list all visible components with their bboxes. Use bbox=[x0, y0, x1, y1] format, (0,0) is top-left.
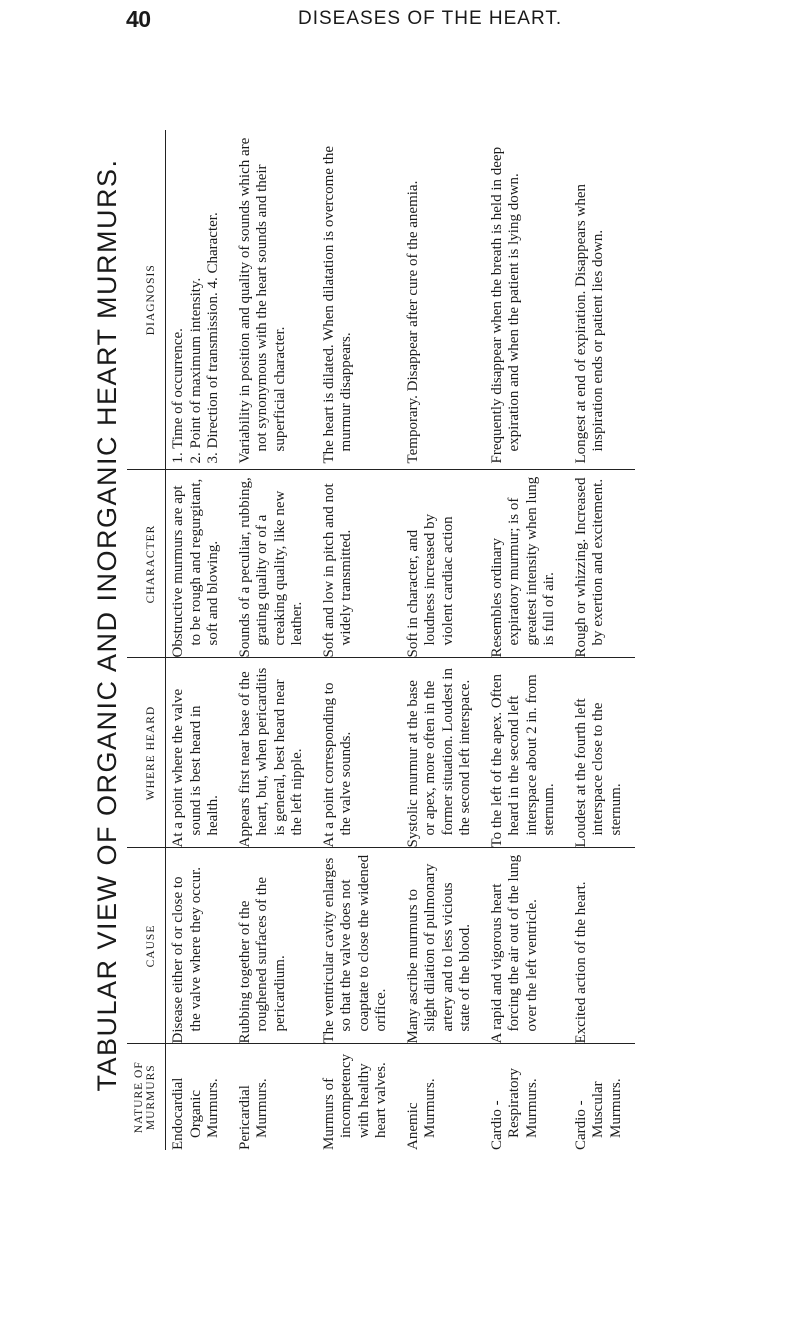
where-heard-cell: Systolic murmur at the base or apex, more often in the former situation. Loudest in the second left interspace. bbox=[401, 658, 485, 848]
table-title: TABULAR VIEW OF ORGANIC AND INORGANIC HEART MURMURS. bbox=[92, 158, 122, 1092]
table-row bbox=[485, 130, 569, 1150]
running-head bbox=[0, 0, 800, 90]
murmurs-table-container bbox=[127, 130, 767, 1150]
nature-cell: Cardio - Muscular Murmurs. bbox=[569, 1044, 636, 1150]
character-cell: Resembles ordinary expiratory murmur; is of greatest intensity when lung is full of air. bbox=[485, 470, 569, 658]
column-header-diagnosis: DIAGNOSIS bbox=[127, 130, 166, 470]
table-row bbox=[401, 130, 485, 1150]
character-cell: Sounds of a peculiar, rubbing, grating quality or of a creaking quality, like new leather. bbox=[233, 470, 317, 658]
table-row bbox=[233, 130, 317, 1150]
diagnosis-cell bbox=[485, 130, 569, 470]
nature-cell: Anemic Murmurs. bbox=[401, 1044, 485, 1150]
cause-cell: Rubbing together of the roughened surfaces of the pericardium. bbox=[233, 848, 317, 1044]
where-heard-cell: To the left of the apex. Often heard in the second left interspace about 2 in. from sternum. bbox=[485, 658, 569, 848]
where-heard-cell: Loudest at the fourth left interspace close to the sternum. bbox=[569, 658, 636, 848]
cause-cell: Excited action of the heart. bbox=[569, 848, 636, 1044]
character-cell: Soft in character, and loudness increased by violent cardiac action bbox=[401, 470, 485, 658]
diagnosis-line: 1. Time of occurrence. bbox=[170, 328, 186, 464]
where-heard-cell: At a point corresponding to the valve sounds. bbox=[317, 658, 401, 848]
column-header-character: CHARACTER bbox=[127, 470, 166, 658]
diagnosis-cell bbox=[569, 130, 636, 470]
where-heard-cell: At a point where the valve sound is best heard in health. bbox=[166, 658, 233, 848]
diagnosis-line: Variability in position and quality of sounds which are not synonymous with the heart sounds and their superficial character. bbox=[236, 137, 288, 464]
character-cell: Soft and low in pitch and not widely transmitted. bbox=[317, 470, 401, 658]
nature-cell: Pericardial Murmurs. bbox=[233, 1044, 317, 1150]
cause-cell: Many ascribe murmurs to slight dilation of pulmonary artery and to less vicious state of the blood. bbox=[401, 848, 485, 1044]
diagnosis-cell bbox=[401, 130, 485, 470]
diagnosis-line: 3. Direction of transmission. 4. Character. bbox=[205, 212, 221, 464]
cause-cell: A rapid and vigorous heart forcing the air out of the lung over the left ventricle. bbox=[485, 848, 569, 1044]
cause-cell: The ventricular cavity enlarges so that the valve does not coaptate to close the widened orifice. bbox=[317, 848, 401, 1044]
column-header-cause: CAUSE bbox=[127, 848, 166, 1044]
table-row bbox=[166, 130, 233, 1150]
diagnosis-line: Frequently disappear when the breath is held in deep expiration and when the patient is lying down. bbox=[488, 146, 522, 464]
character-cell: Obstructive murmurs are apt to be rough and regurgitant, soft and blowing. bbox=[166, 470, 233, 658]
column-header-where-heard: WHERE HEARD bbox=[127, 658, 166, 848]
nature-cell: Murmurs of incompetency with healthy heart valves. bbox=[317, 1044, 401, 1150]
diagnosis-cell bbox=[317, 130, 401, 470]
diagnosis-cell bbox=[166, 130, 233, 470]
cause-cell: Disease either of or close to the valve where they occur. bbox=[166, 848, 233, 1044]
table-header-row bbox=[127, 130, 166, 1150]
diagnosis-line: Longest at end of expiration. Disappears when inspiration ends or patient lies down. bbox=[572, 184, 606, 464]
nature-cell: Cardio - Respiratory Murmurs. bbox=[485, 1044, 569, 1150]
diagnosis-line: Temporary. Disappear after cure of the anemia. bbox=[404, 180, 421, 464]
column-header-nature: NATURE OF MURMURS bbox=[127, 1044, 166, 1150]
where-heard-cell: Appears first near base of the heart, but, when pericarditis is general, best heard near the left nipple. bbox=[233, 658, 317, 848]
table-row bbox=[569, 130, 636, 1150]
diagnosis-line: 2. Point of maximum intensity. bbox=[187, 277, 204, 464]
character-cell: Rough or whizzing. Increased by exertion and excitement. bbox=[569, 470, 636, 658]
nature-cell: Endocardial Organic Murmurs. bbox=[166, 1044, 233, 1150]
diagnosis-line: The heart is dilated. When dilatation is overcome the murmur disappears. bbox=[320, 145, 354, 464]
murmurs-table bbox=[127, 130, 635, 1150]
table-row bbox=[317, 130, 401, 1150]
diagnosis-cell bbox=[233, 130, 317, 470]
page-number: 40 bbox=[126, 6, 151, 32]
running-title: DISEASES OF THE HEART. bbox=[298, 8, 563, 29]
